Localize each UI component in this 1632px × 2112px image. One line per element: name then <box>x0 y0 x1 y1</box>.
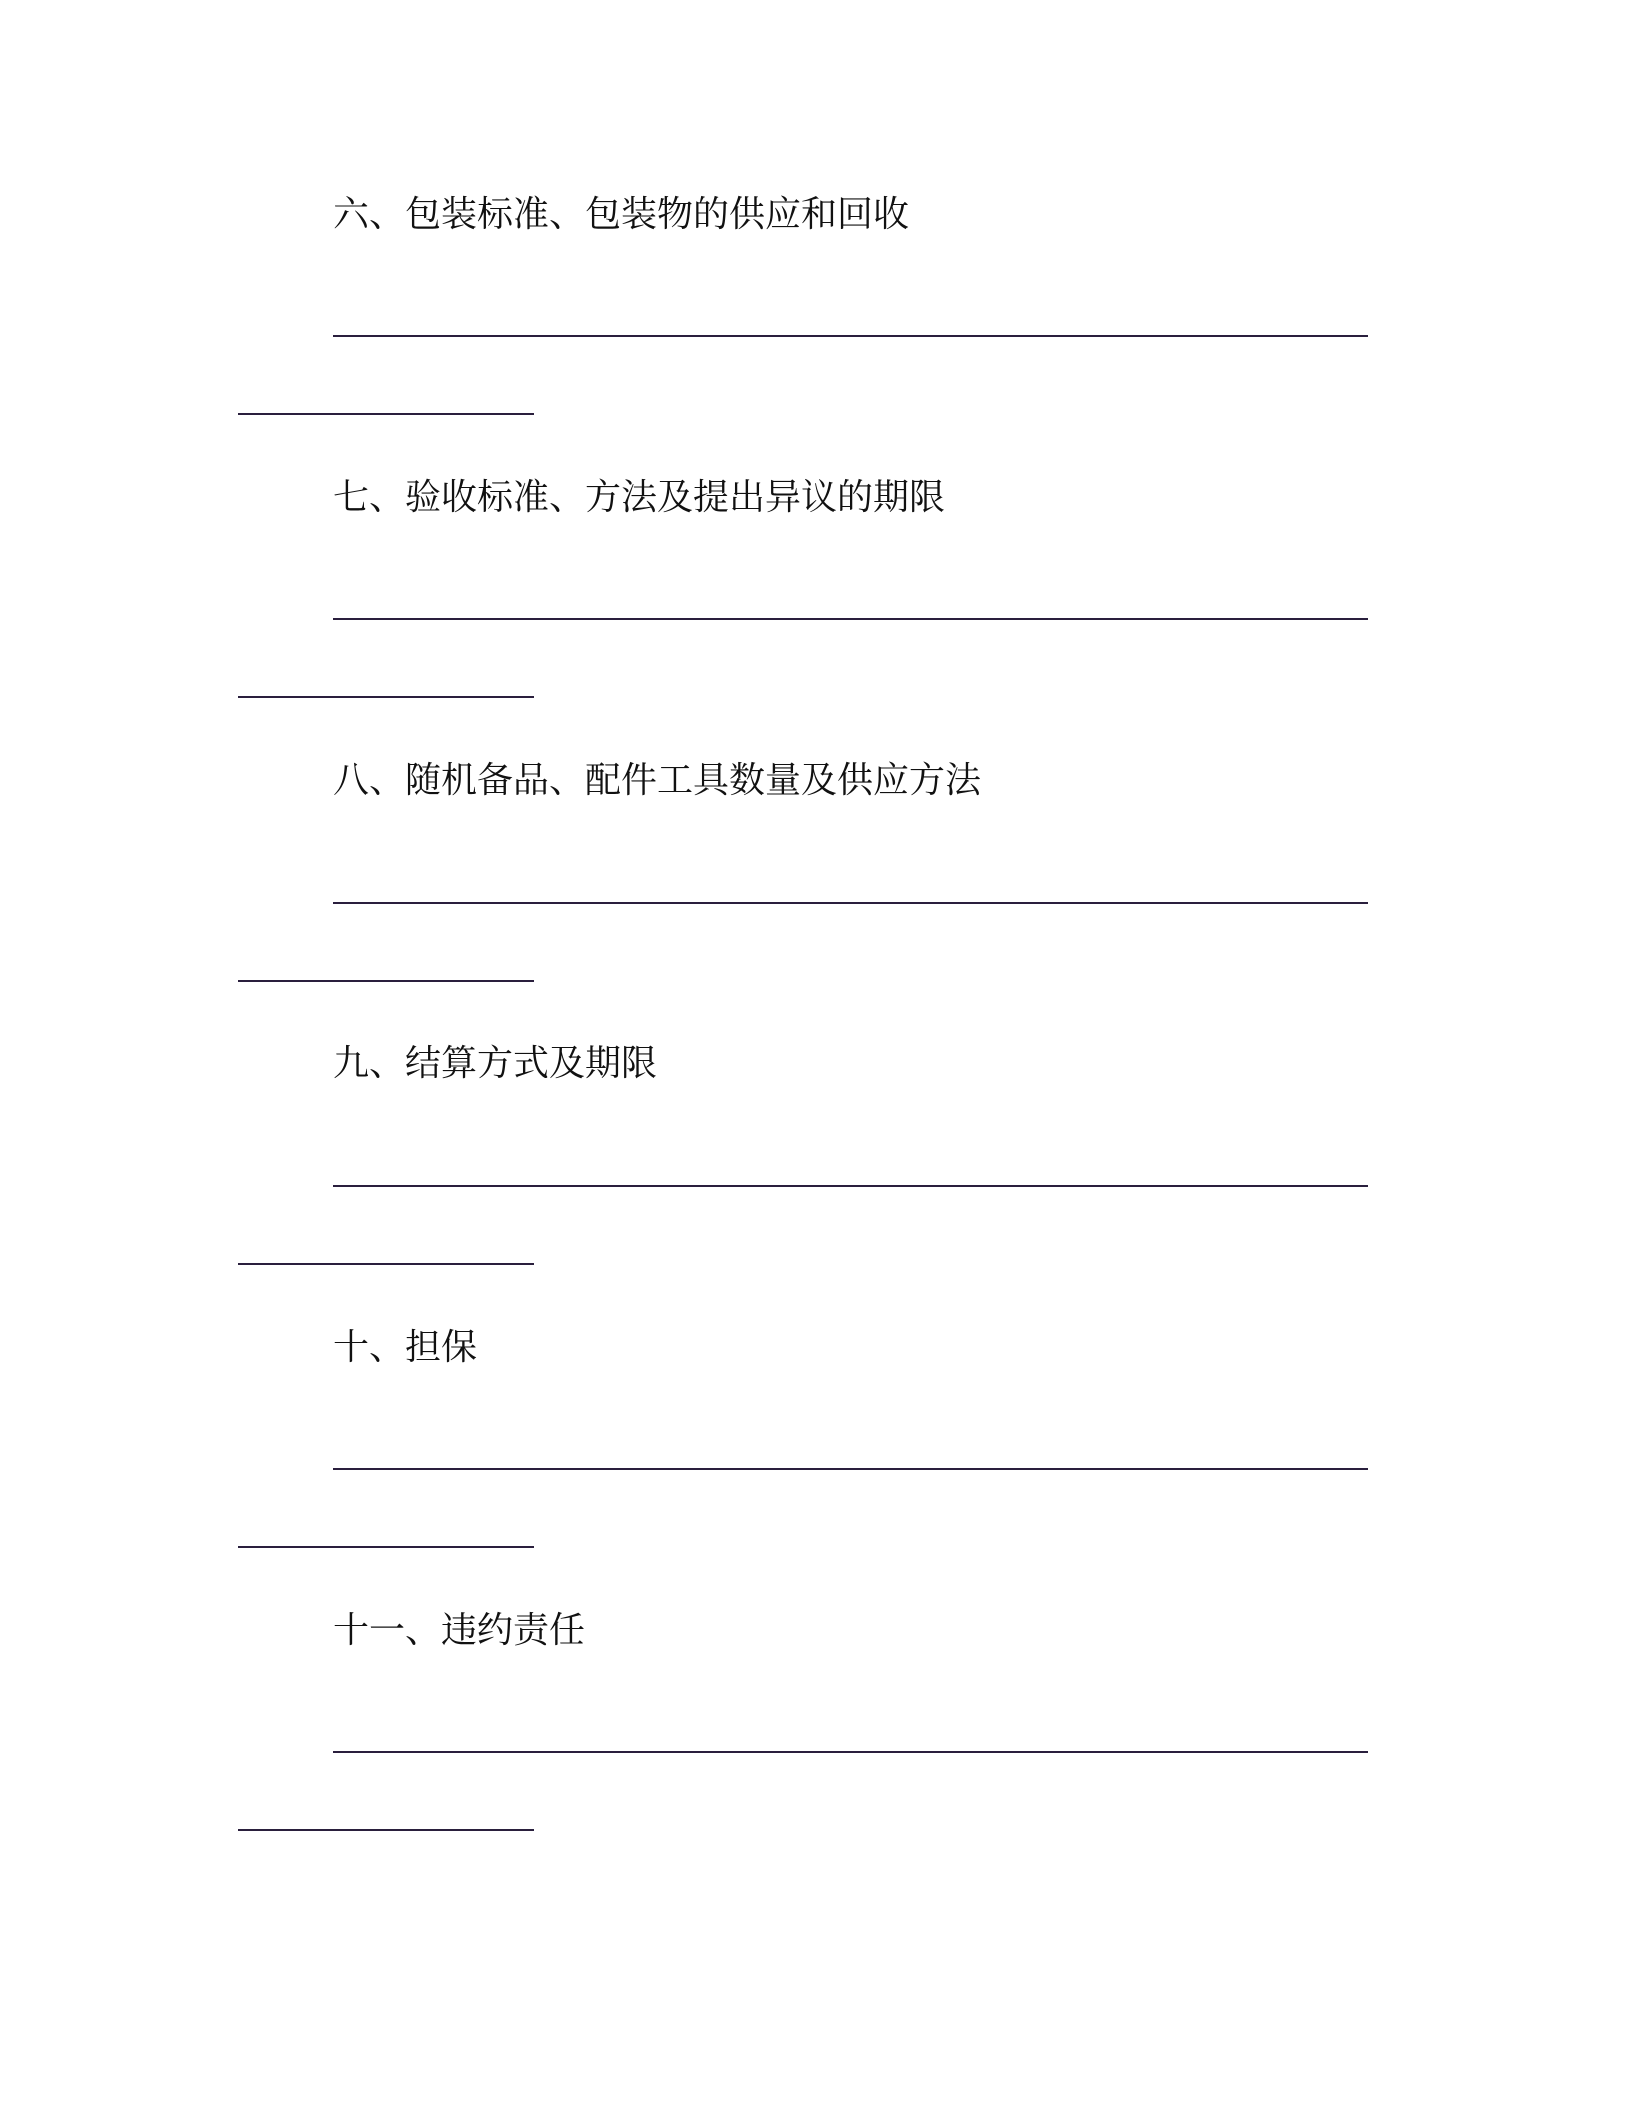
section-heading-packaging: 六、包装标准、包装物的供应和回收 <box>333 194 910 235</box>
fill-in-line <box>333 335 1368 337</box>
fill-in-line-continuation <box>238 696 534 698</box>
section-heading-inspection: 七、验收标准、方法及提出异议的期限 <box>333 477 946 518</box>
fill-in-line-continuation <box>238 1829 534 1831</box>
section-heading-spare-parts: 八、随机备品、配件工具数量及供应方法 <box>333 760 982 801</box>
section-heading-guarantee: 十、担保 <box>333 1327 478 1368</box>
fill-in-line <box>333 618 1368 620</box>
fill-in-line-continuation <box>238 413 534 415</box>
section-heading-settlement: 九、结算方式及期限 <box>333 1043 658 1084</box>
fill-in-line <box>333 1751 1368 1753</box>
fill-in-line <box>333 1185 1368 1187</box>
fill-in-line-continuation <box>238 980 534 982</box>
section-heading-liability: 十一、违约责任 <box>333 1610 586 1651</box>
fill-in-line <box>333 1468 1368 1470</box>
fill-in-line <box>333 902 1368 904</box>
fill-in-line-continuation <box>238 1263 534 1265</box>
fill-in-line-continuation <box>238 1546 534 1548</box>
